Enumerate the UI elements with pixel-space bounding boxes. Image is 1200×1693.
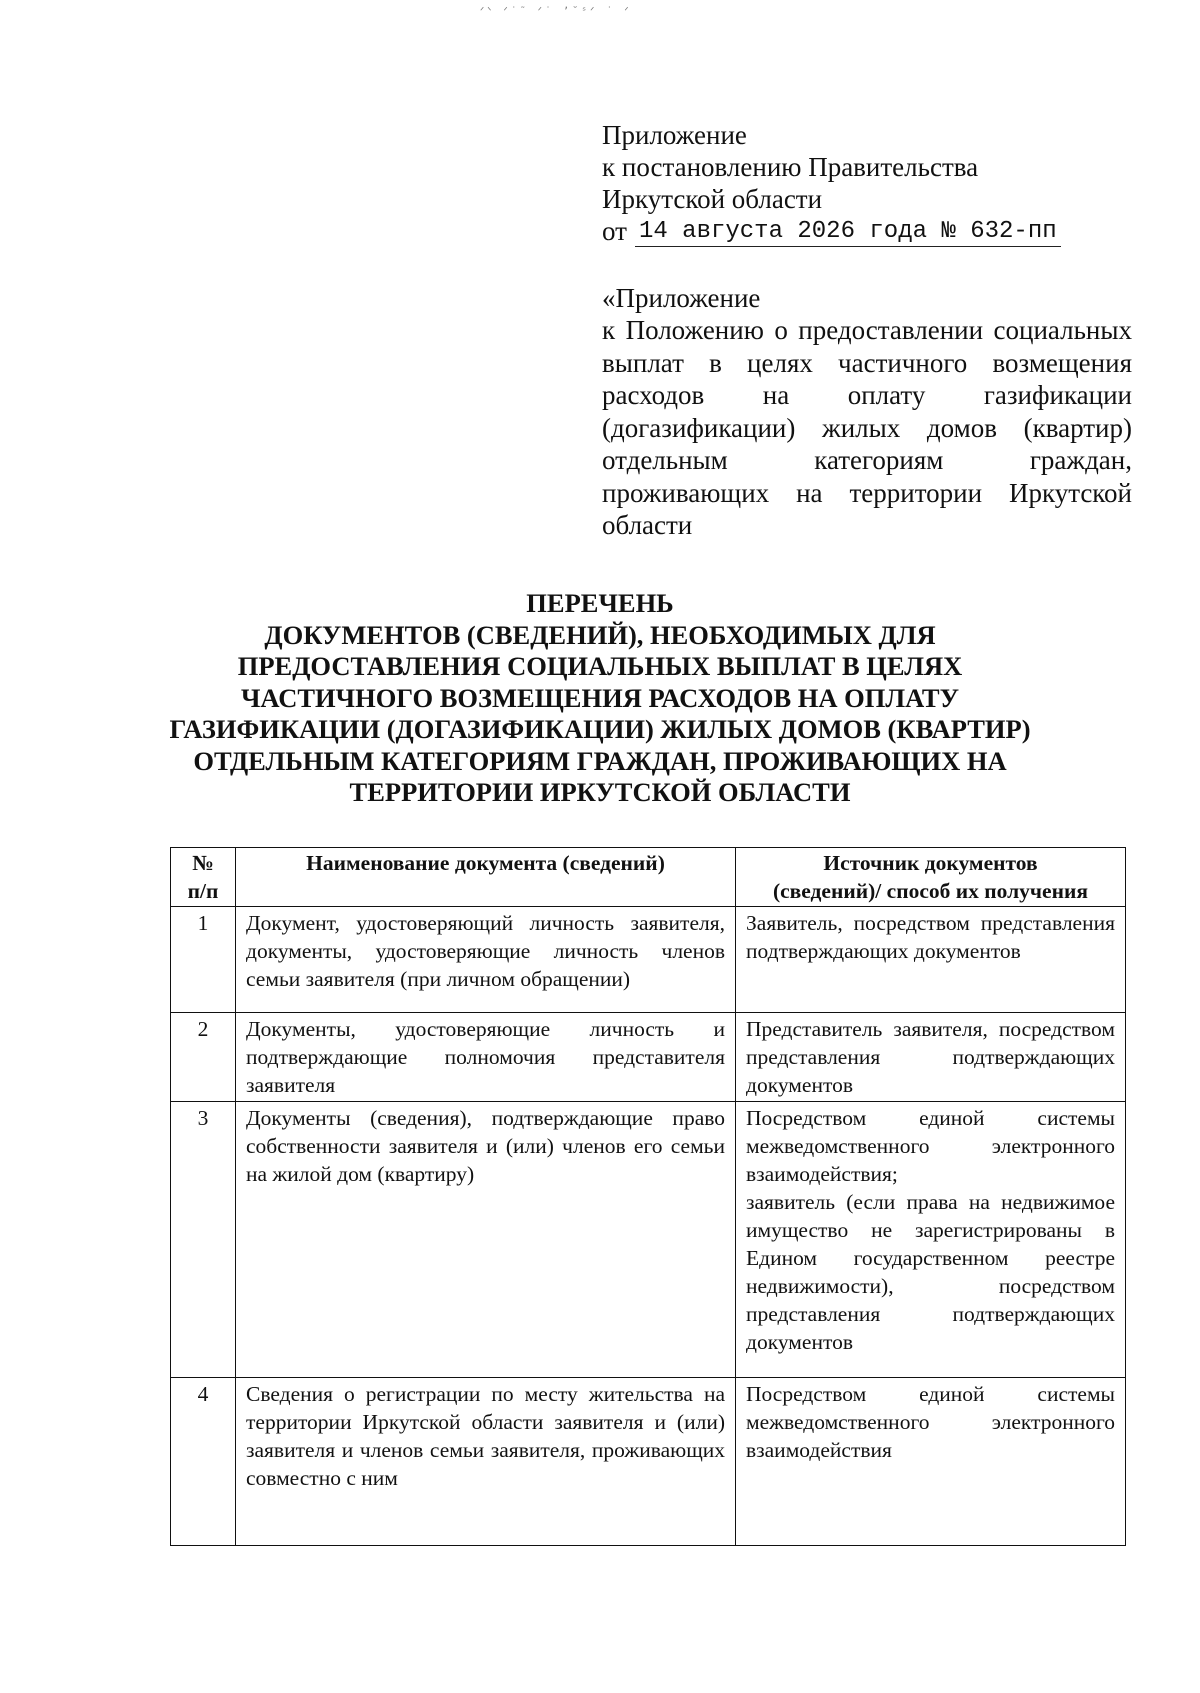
sub-appendix-heading: «Приложение bbox=[602, 283, 761, 313]
source-paragraph-2: заявитель (если права на недвижимое имущество не зарегистрированы в Едином государственном реестре недвижимости), посредством представления подтверждающих документов bbox=[746, 1190, 1115, 1354]
title-line-2: ДОКУМЕНТОВ (СВЕДЕНИЙ), НЕОБХОДИМЫХ ДЛЯ bbox=[264, 619, 936, 650]
document-title bbox=[150, 588, 1050, 809]
document-source-cell: Заявитель, посредством представления подтверждающих документов bbox=[736, 907, 1126, 1013]
date-prefix: от bbox=[602, 216, 627, 246]
scan-artifact: ᐟᐠ ᐟ˙˜ ᐟ˙ ʼ˘ˢᐟ ˙ ᐟ bbox=[480, 6, 632, 17]
document-name-cell: Документы, удостоверяющие личность и подтверждающие полномочия представителя заявителя bbox=[236, 1013, 736, 1102]
row-number: 3 bbox=[171, 1102, 236, 1378]
header-source: Источник документов (сведений)/ способ их получения bbox=[736, 848, 1126, 907]
source-paragraph-1: Посредством единой системы межведомственного электронного взаимодействия; bbox=[746, 1106, 1115, 1186]
document-source-cell: Представитель заявителя, посредством представления подтверждающих документов bbox=[736, 1013, 1126, 1102]
title-line-1: ПЕРЕЧЕНЬ bbox=[526, 588, 674, 618]
title-line-5: ГАЗИФИКАЦИИ (ДОГАЗИФИКАЦИИ) ЖИЛЫХ ДОМОВ (КВАРТИР) bbox=[169, 714, 1031, 744]
document-source-cell bbox=[736, 1102, 1126, 1378]
document-name-cell: Документ, удостоверяющий личность заявителя, документы, удостоверяющие личность членов семьи заявителя (при личном обращении) bbox=[236, 907, 736, 1013]
title-line-3: ПРЕДОСТАВЛЕНИЯ СОЦИАЛЬНЫХ ВЫПЛАТ В ЦЕЛЯХ bbox=[237, 651, 963, 681]
documents-table bbox=[170, 847, 1126, 1546]
document-name-cell: Документы (сведения), подтверждающие право собственности заявителя и (или) членов его семьи на жилой дом (квартиру) bbox=[236, 1102, 736, 1378]
appendix-title: Приложение bbox=[602, 120, 747, 150]
title-line-4: ЧАСТИЧНОГО ВОЗМЕЩЕНИЯ РАСХОДОВ НА ОПЛАТУ bbox=[240, 682, 960, 713]
table-row bbox=[171, 907, 1126, 1013]
sub-appendix-block bbox=[602, 282, 1132, 542]
appendix-date-line bbox=[602, 215, 1132, 247]
appendix-line-2: к постановлению Правительства bbox=[602, 152, 979, 182]
row-number: 2 bbox=[171, 1013, 236, 1102]
appendix-block bbox=[602, 119, 1132, 247]
row-number: 1 bbox=[171, 907, 236, 1013]
table-row bbox=[171, 1378, 1126, 1546]
header-name: Наименование документа (сведений) bbox=[236, 848, 736, 907]
appendix-line-3: Иркутской области bbox=[602, 184, 823, 214]
table-header-row bbox=[171, 848, 1126, 907]
title-line-6: ОТДЕЛЬНЫМ КАТЕГОРИЯМ ГРАЖДАН, ПРОЖИВАЮЩИХ НА bbox=[193, 745, 1007, 776]
title-line-7: ТЕРРИТОРИИ ИРКУТСКОЙ ОБЛАСТИ bbox=[349, 777, 851, 807]
table-row bbox=[171, 1102, 1126, 1378]
sub-appendix-text: к Положению о предоставлении социальных выплат в целях частичного возмещения расходов на оплату газификации (догазификации) жилых домов (квартир) отдельным категориям граждан, проживающих на территории Иркутской области bbox=[602, 315, 1132, 540]
row-number: 4 bbox=[171, 1378, 236, 1546]
table-row bbox=[171, 1013, 1126, 1102]
document-source-cell: Посредством единой системы межведомственного электронного взаимодействия bbox=[736, 1378, 1126, 1546]
header-num: № п/п bbox=[171, 848, 236, 907]
document-name-cell: Сведения о регистрации по месту жительства на территории Иркутской области заявителя и (или) заявителя и членов семьи заявителя, проживающих совместно с ним bbox=[236, 1378, 736, 1546]
date-number-field: 14 августа 2026 года № 632-пп bbox=[635, 218, 1061, 247]
